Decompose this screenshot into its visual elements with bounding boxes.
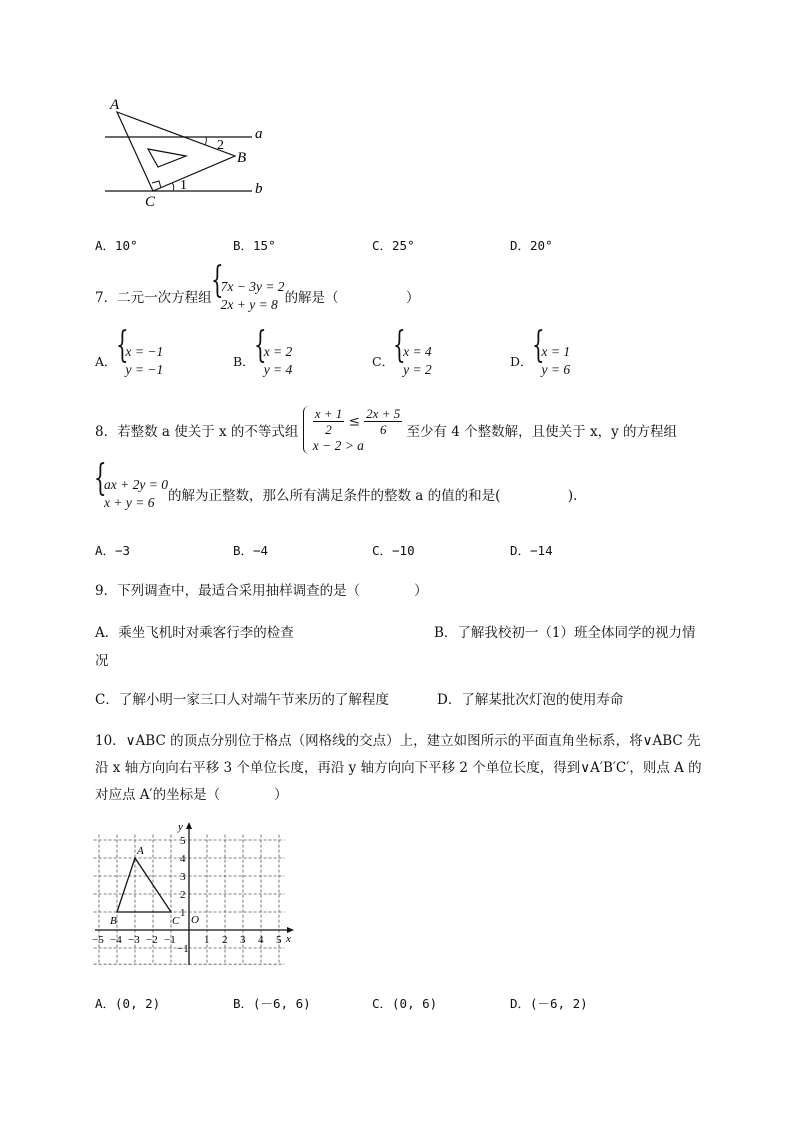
q6-option-c[interactable]: C．25° [372,238,415,253]
q10-x-tick-label: 1 [204,934,210,946]
q10-y-tick-label: −1 [177,943,189,955]
q9-option-b-continued: 况 [95,653,109,669]
q10-x-tick-label: 2 [222,934,228,946]
q10-triangle-abc [117,858,171,912]
q9-option-d[interactable]: D．了解某批次灯泡的使用寿命 [437,692,624,708]
q8-stem-prefix: 8．若整数 a 使关于 x 的不等式组 [95,424,299,440]
q10-x-tick-label: −5 [92,934,104,946]
q8-inequality-system: $\frac{x + 1}{2}$ ≤ $\frac{2x + 5}{6}$ x − 2 > a [303,406,403,454]
label-A: A [110,97,120,113]
q7-eq1: { 7x − 3y = 2 [220,279,285,294]
q8-option-a[interactable]: A．−3 [95,543,131,558]
q10-point-b-label: B [110,915,117,927]
q10-x-tick-label: −4 [110,934,122,946]
q8-equation-system: { ax + 2y = 0 x + y = 6 [95,476,168,512]
q8-option-c[interactable]: C．−10 [372,543,415,558]
q6-triangle-figure [100,92,280,210]
q7-option-b[interactable]: B． { x = 2 y = 4 [233,343,292,379]
q10-x-tick-label: −1 [164,934,176,946]
q8-option-b[interactable]: B．−4 [233,543,269,558]
q8-option-d[interactable]: D．−14 [510,543,553,558]
q10-y-tick-label: 1 [180,907,186,919]
q10-y-ticks [177,835,189,955]
label-line-b: b [255,181,263,197]
q7-option-c[interactable]: C． { x = 4 y = 2 [372,343,432,379]
q10-option-c[interactable]: C．(0, 6) [372,996,438,1011]
q7-eq2: 2x + y = 8 [220,297,278,312]
q8-stem-mid: 至少有 4 个整数解，且使关于 x，y 的方程组 [406,424,678,440]
q8-stem-line1 [95,406,677,454]
label-angle-2: 2 [217,138,224,153]
q10-stem-line1: 10．∨ABC 的顶点分别位于格点（网格线的交点）上，建立如图所示的平面直角坐标系，将∨ABC 先 [95,733,701,749]
q10-x-tick-label: 3 [240,934,246,946]
q7-option-d[interactable]: D． { x = 1 y = 6 [510,343,570,379]
q8-frac2: $\frac{2x + 5}{6}$ [366,406,401,437]
q10-y-tick-label: 5 [180,835,186,847]
q10-x-tick-label: 5 [276,934,282,946]
q8-frac1: $\frac{x + 1}{2}$ [314,406,343,437]
q10-point-a-label: A [137,845,144,857]
label-angle-1: 1 [180,178,187,193]
q10-option-d[interactable]: D．(－6, 2) [510,996,588,1011]
q7-stem [95,278,420,314]
label-line-a: a [255,126,263,142]
q6-option-d[interactable]: D．20° [510,238,553,253]
q10-axis-x-label: x [286,933,291,945]
q6-option-b[interactable]: B．15° [233,238,276,253]
q10-point-c-label: C [172,915,180,927]
q10-option-b[interactable]: B．(－6, 6) [233,996,311,1011]
q7-stem-prefix: 7．二元一次方程组 [95,290,212,306]
q8-ineq2: x − 2 > a [312,438,364,453]
label-B: B [237,150,247,166]
q8-stem-suffix: 的解为正整数，那么所有满足条件的整数 a 的值的和是( )． [167,488,587,504]
q10-axes [95,822,294,965]
q10-x-tick-label: −3 [128,934,140,946]
label-C: C [145,194,156,210]
q10-y-tick-label: 3 [180,871,186,883]
q10-coordinate-graph [92,818,302,970]
q10-y-tick-label: 4 [180,853,186,865]
q7-stem-suffix: 的解是（ ） [284,290,420,306]
q6-option-a[interactable]: A．10° [95,238,138,253]
q10-x-tick-label: 4 [258,934,264,946]
q10-stem-line3: 对应点 A′的坐标是（ ） [95,787,288,803]
q10-stem-line2: 沿 x 轴方向向右平移 3 个单位长度，再沿 y 轴方向向下平移 2 个单位长度，得到∨A′B′C′，则点 A 的 [95,760,702,776]
q10-x-tick-label: −2 [146,934,158,946]
q10-axis-y-label: y [178,821,183,833]
q10-y-tick-label: 2 [180,889,186,901]
q9-option-a[interactable]: A．乘坐飞机时对乘客行李的检查 [95,625,294,641]
q9-option-b[interactable]: B．了解我校初一（1）班全体同学的视力情 [434,625,696,641]
q10-origin-label: O [191,914,199,926]
q9-stem: 9．下列调查中，最适合采用抽样调查的是（ ） [95,583,428,599]
q8-stem-line2 [95,476,587,512]
q7-equation-system [212,278,285,314]
q7-option-a[interactable]: A． { x = −1 y = −1 [95,343,163,379]
q10-option-a[interactable]: A．(0, 2) [95,996,161,1011]
q9-option-c[interactable]: C．了解小明一家三口人对端午节来历的了解程度 [95,692,389,708]
